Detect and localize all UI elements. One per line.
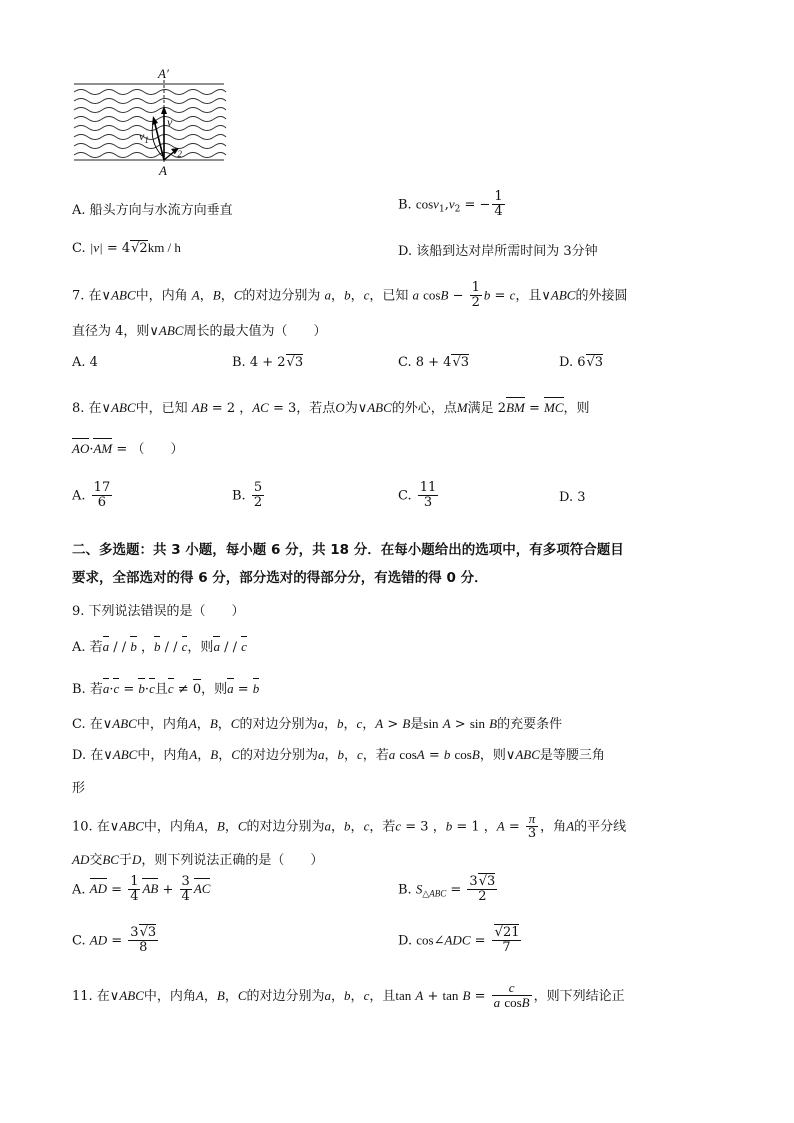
q7-stem-line1: 7. 在∨ABC中，内角 A，B，C的对边分别为 a，b，c，已知 a cosB − $\frac{1}{2}$ b = c，且∨ABC的外接圆: [72, 280, 628, 311]
q10-stem-line1: 10. 在∨ABC中，内角A，B，C的对边分别为a，b，c，若c = 3 ，b = 1 ，A = $\frac{\pi}{3}$ ，角A的平分线: [72, 811, 627, 842]
q10-option-c: C. AD = $\frac{3√3}{8}$: [72, 925, 157, 956]
q6-option-c: C. |v| = 4√2km / h: [72, 240, 181, 256]
figure-label-v1: $v_1$: [139, 129, 149, 145]
q7-option-c: C. 8 + 4√3: [398, 355, 470, 370]
q9-option-a: A. 若a / / b ，b / / c，则a / / c: [72, 639, 247, 655]
q8-option-a: A. $\frac{17}{6}$: [72, 480, 111, 511]
q9-option-d-wrap: 形: [72, 781, 86, 796]
section2-heading-line1: 二、多选题：共 3 小题，每小题 6 分，共 18 分．在每小题给出的选项中，有多项符合题目: [72, 542, 624, 558]
q7-option-a: A. 4: [72, 355, 98, 370]
q10-option-a: A. AD = $\frac{1}{4}$ AB + $\frac{3}{4}$ AC: [72, 874, 211, 905]
q10-option-b: B. $S_{\triangle ABC}$ = $\frac{3√3}{2}$: [398, 874, 496, 905]
q7-option-d: D. 6√3: [559, 355, 604, 370]
q9-option-d: D. 在∨ABC中，内角A，B，C的对边分别为a，b，c，若a cosA = b cosB，则∨ABC是等腰三角: [72, 747, 605, 763]
q6-option-d: D. 该船到达对岸所需时间为 3分钟: [398, 244, 598, 259]
q8-option-c: C. $\frac{11}{3}$: [398, 480, 437, 511]
q10-option-d: D. cos∠ADC = $\frac{√21}{7}$: [398, 925, 520, 956]
river-diagram: [72, 66, 232, 178]
q8-stem-line1: 8. 在∨ABC中，已知 AB = 2 ，AC = 3，若点O为∨ABC的外心，点M满足 2BM = MC，则: [72, 400, 590, 416]
q8-stem-line2: AO·AM = （ ）: [72, 441, 184, 457]
q7-option-b: B. 4 + 2√3: [232, 355, 304, 370]
q8-option-d: D. 3: [559, 490, 586, 505]
q10-stem-line2: AD交BC于D，则下列说法正确的是（ ）: [72, 852, 324, 868]
q9-option-b: B. 若a·c = b·c且c ≠ 0，则a = b: [72, 681, 260, 697]
q11-stem: 11. 在∨ABC中，内角A，B，C的对边分别为a，b，c，且tan A + tan B = $\frac{c}{\text{a cosB}}$ ，则下列结论正: [72, 980, 625, 1011]
figure-label-bottom: A: [159, 163, 167, 178]
q7-stem-line2: 直径为 4，则∨ABC周长的最大值为（ ）: [72, 323, 327, 339]
q6-option-a: A. 船头方向与水流方向垂直: [72, 203, 233, 218]
q8-option-b: B. $\frac{5}{2}$: [232, 480, 263, 511]
q6-option-b: B. $\cos v_1,v_2$ = − $\frac{1}{4}$: [398, 189, 503, 220]
river-figure: [72, 66, 232, 178]
q9-stem: 9. 下列说法错误的是（ ）: [72, 604, 245, 619]
figure-label-v: v: [167, 115, 173, 129]
section2-heading-line2: 要求，全部选对的得 6 分，部分选对的得部分分，有选错的得 0 分．: [72, 570, 488, 586]
q9-option-c: C. 在∨ABC中，内角A，B，C的对边分别为a，b，c，A > B是sin A > sin B的充要条件: [72, 716, 563, 732]
figure-label-v2: $v_2$: [172, 143, 182, 159]
figure-label-top: A′: [158, 66, 169, 81]
